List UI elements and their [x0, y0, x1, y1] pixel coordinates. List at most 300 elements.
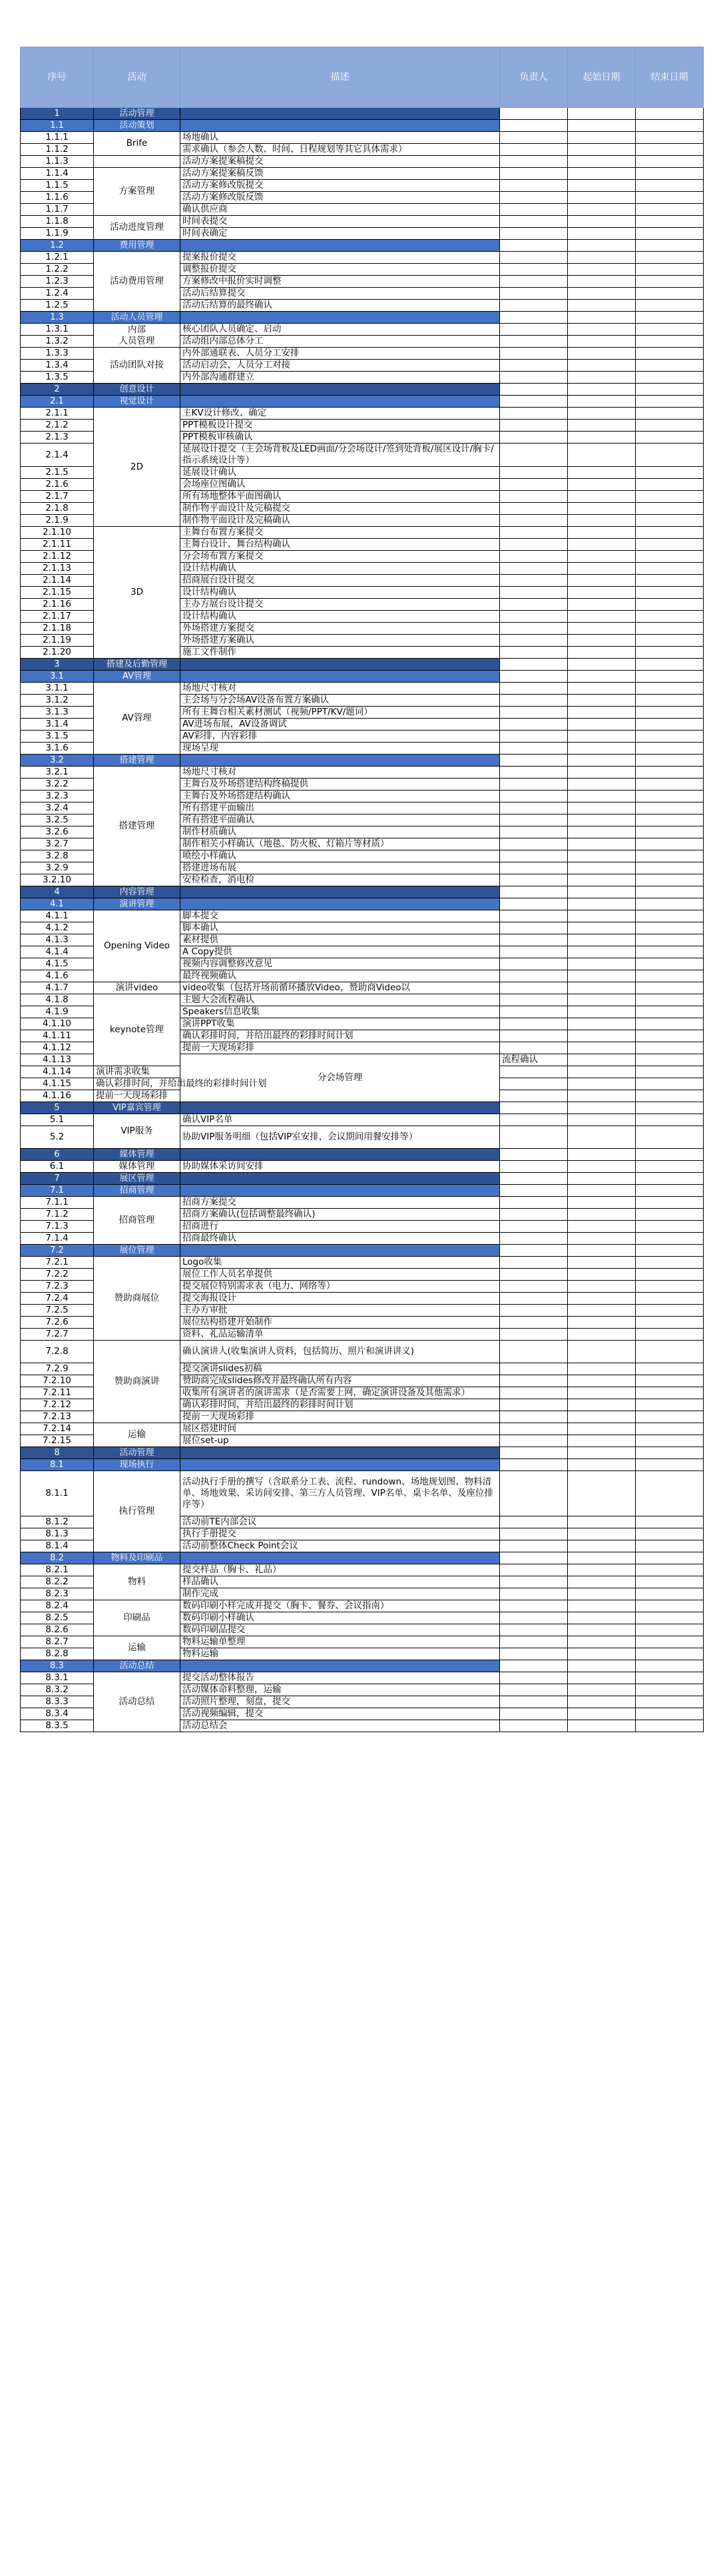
owner-cell[interactable]: [500, 623, 568, 635]
empty-cell[interactable]: [568, 1459, 636, 1471]
start-date-cell[interactable]: [568, 982, 636, 994]
start-date-cell[interactable]: [568, 862, 636, 874]
owner-cell[interactable]: [500, 192, 568, 204]
start-date-cell[interactable]: [568, 1387, 636, 1399]
end-date-cell[interactable]: [636, 910, 704, 922]
end-date-cell[interactable]: [636, 1257, 704, 1269]
start-date-cell[interactable]: [568, 874, 636, 886]
end-date-cell[interactable]: [636, 1269, 704, 1281]
empty-cell[interactable]: [568, 396, 636, 408]
owner-cell[interactable]: [500, 635, 568, 647]
owner-cell[interactable]: [500, 1018, 568, 1030]
start-date-cell[interactable]: [568, 623, 636, 635]
end-date-cell[interactable]: [636, 144, 704, 156]
empty-cell[interactable]: [500, 1459, 568, 1471]
end-date-cell[interactable]: [636, 1540, 704, 1552]
start-date-cell[interactable]: [568, 910, 636, 922]
owner-cell[interactable]: [500, 132, 568, 144]
start-date-cell[interactable]: [568, 1375, 636, 1387]
owner-cell[interactable]: [500, 1720, 568, 1732]
start-date-cell[interactable]: [568, 360, 636, 372]
start-date-cell[interactable]: [568, 1269, 636, 1281]
end-date-cell[interactable]: [636, 1672, 704, 1684]
start-date-cell[interactable]: [568, 1006, 636, 1018]
start-date-cell[interactable]: [568, 336, 636, 348]
owner-cell[interactable]: [500, 228, 568, 240]
owner-cell[interactable]: [500, 1588, 568, 1600]
owner-cell[interactable]: [500, 791, 568, 803]
end-date-cell[interactable]: [636, 814, 704, 826]
end-date-cell[interactable]: [636, 695, 704, 707]
owner-cell[interactable]: [500, 324, 568, 336]
end-date-cell[interactable]: [636, 958, 704, 970]
owner-cell[interactable]: [500, 982, 568, 994]
start-date-cell[interactable]: [568, 276, 636, 288]
start-date-cell[interactable]: [568, 635, 636, 647]
end-date-cell[interactable]: [636, 731, 704, 743]
end-date-cell[interactable]: [636, 587, 704, 599]
start-date-cell[interactable]: [568, 946, 636, 958]
start-date-cell[interactable]: [568, 1090, 636, 1102]
end-date-cell[interactable]: [636, 1399, 704, 1411]
end-date-cell[interactable]: [636, 1471, 704, 1516]
end-date-cell[interactable]: [636, 1221, 704, 1233]
owner-cell[interactable]: [500, 1648, 568, 1660]
empty-cell[interactable]: [500, 755, 568, 767]
end-date-cell[interactable]: [636, 563, 704, 575]
owner-cell[interactable]: [500, 432, 568, 444]
start-date-cell[interactable]: [568, 611, 636, 623]
start-date-cell[interactable]: [568, 515, 636, 527]
empty-cell[interactable]: [636, 1660, 704, 1672]
start-date-cell[interactable]: [568, 1305, 636, 1317]
owner-cell[interactable]: [500, 276, 568, 288]
owner-cell[interactable]: [500, 1233, 568, 1245]
owner-cell[interactable]: [500, 946, 568, 958]
empty-cell[interactable]: [636, 120, 704, 132]
empty-cell[interactable]: [500, 240, 568, 252]
empty-cell[interactable]: [568, 384, 636, 396]
start-date-cell[interactable]: [568, 958, 636, 970]
end-date-cell[interactable]: [636, 1636, 704, 1648]
end-date-cell[interactable]: [636, 575, 704, 587]
empty-cell[interactable]: [636, 898, 704, 910]
start-date-cell[interactable]: [568, 826, 636, 838]
start-date-cell[interactable]: [568, 743, 636, 755]
owner-cell[interactable]: [500, 372, 568, 384]
owner-cell[interactable]: [500, 803, 568, 814]
owner-cell[interactable]: [500, 1114, 568, 1126]
start-date-cell[interactable]: [568, 850, 636, 862]
empty-cell[interactable]: [500, 396, 568, 408]
start-date-cell[interactable]: [568, 1540, 636, 1552]
end-date-cell[interactable]: [636, 527, 704, 539]
owner-cell[interactable]: [500, 1209, 568, 1221]
empty-cell[interactable]: [500, 1149, 568, 1161]
owner-cell[interactable]: [500, 707, 568, 719]
owner-cell[interactable]: [500, 611, 568, 623]
owner-cell[interactable]: [500, 1399, 568, 1411]
start-date-cell[interactable]: [568, 922, 636, 934]
empty-cell[interactable]: [568, 1245, 636, 1257]
owner-cell[interactable]: [500, 336, 568, 348]
end-date-cell[interactable]: [636, 300, 704, 312]
empty-cell[interactable]: [500, 1660, 568, 1672]
start-date-cell[interactable]: [568, 180, 636, 192]
start-date-cell[interactable]: [568, 1030, 636, 1042]
empty-cell[interactable]: [568, 659, 636, 671]
empty-cell[interactable]: [500, 108, 568, 120]
end-date-cell[interactable]: [636, 180, 704, 192]
empty-cell[interactable]: [568, 898, 636, 910]
end-date-cell[interactable]: [636, 647, 704, 659]
owner-cell[interactable]: [500, 156, 568, 168]
end-date-cell[interactable]: [636, 360, 704, 372]
start-date-cell[interactable]: [568, 1257, 636, 1269]
empty-cell[interactable]: [636, 1459, 704, 1471]
empty-cell[interactable]: [500, 1102, 568, 1114]
empty-cell[interactable]: [500, 1552, 568, 1564]
empty-cell[interactable]: [500, 671, 568, 683]
end-date-cell[interactable]: [636, 1066, 704, 1078]
start-date-cell[interactable]: [568, 467, 636, 479]
empty-cell[interactable]: [568, 240, 636, 252]
owner-cell[interactable]: [500, 551, 568, 563]
start-date-cell[interactable]: [568, 683, 636, 695]
end-date-cell[interactable]: [636, 850, 704, 862]
owner-cell[interactable]: [500, 1269, 568, 1281]
start-date-cell[interactable]: [568, 814, 636, 826]
start-date-cell[interactable]: [568, 695, 636, 707]
owner-cell[interactable]: [500, 910, 568, 922]
empty-cell[interactable]: [636, 1185, 704, 1197]
end-date-cell[interactable]: [636, 611, 704, 623]
empty-cell[interactable]: [568, 755, 636, 767]
start-date-cell[interactable]: [568, 1564, 636, 1576]
owner-cell[interactable]: [500, 850, 568, 862]
owner-cell[interactable]: [500, 1387, 568, 1399]
start-date-cell[interactable]: [568, 1066, 636, 1078]
start-date-cell[interactable]: [568, 1114, 636, 1126]
start-date-cell[interactable]: [568, 192, 636, 204]
owner-cell[interactable]: [500, 420, 568, 432]
end-date-cell[interactable]: [636, 767, 704, 779]
owner-cell[interactable]: [500, 719, 568, 731]
owner-cell[interactable]: [500, 252, 568, 264]
start-date-cell[interactable]: [568, 1516, 636, 1528]
start-date-cell[interactable]: [568, 1423, 636, 1435]
start-date-cell[interactable]: [568, 719, 636, 731]
end-date-cell[interactable]: [636, 372, 704, 384]
empty-cell[interactable]: [500, 1185, 568, 1197]
start-date-cell[interactable]: [568, 731, 636, 743]
end-date-cell[interactable]: [636, 803, 704, 814]
end-date-cell[interactable]: [636, 1329, 704, 1341]
owner-cell[interactable]: [500, 515, 568, 527]
end-date-cell[interactable]: [636, 1281, 704, 1293]
owner-cell[interactable]: [500, 1293, 568, 1305]
end-date-cell[interactable]: [636, 420, 704, 432]
owner-cell[interactable]: [500, 348, 568, 360]
empty-cell[interactable]: [568, 671, 636, 683]
start-date-cell[interactable]: [568, 575, 636, 587]
owner-cell[interactable]: [500, 467, 568, 479]
start-date-cell[interactable]: [568, 1221, 636, 1233]
start-date-cell[interactable]: [568, 934, 636, 946]
owner-cell[interactable]: [500, 1636, 568, 1648]
end-date-cell[interactable]: [636, 1696, 704, 1708]
end-date-cell[interactable]: [636, 1600, 704, 1612]
owner-cell[interactable]: [500, 1363, 568, 1375]
start-date-cell[interactable]: [568, 1078, 636, 1090]
end-date-cell[interactable]: [636, 934, 704, 946]
owner-cell[interactable]: [500, 958, 568, 970]
start-date-cell[interactable]: [568, 539, 636, 551]
owner-cell[interactable]: [500, 838, 568, 850]
empty-cell[interactable]: [500, 659, 568, 671]
end-date-cell[interactable]: [636, 1006, 704, 1018]
start-date-cell[interactable]: [568, 970, 636, 982]
end-date-cell[interactable]: [636, 874, 704, 886]
end-date-cell[interactable]: [636, 252, 704, 264]
empty-cell[interactable]: [500, 384, 568, 396]
start-date-cell[interactable]: [568, 408, 636, 420]
empty-cell[interactable]: [568, 108, 636, 120]
start-date-cell[interactable]: [568, 1209, 636, 1221]
start-date-cell[interactable]: [568, 1363, 636, 1375]
owner-cell[interactable]: [500, 360, 568, 372]
empty-cell[interactable]: [636, 240, 704, 252]
end-date-cell[interactable]: [636, 994, 704, 1006]
end-date-cell[interactable]: [636, 1341, 704, 1363]
end-date-cell[interactable]: [636, 922, 704, 934]
owner-cell[interactable]: [500, 1624, 568, 1636]
end-date-cell[interactable]: [636, 1720, 704, 1732]
start-date-cell[interactable]: [568, 1624, 636, 1636]
end-date-cell[interactable]: [636, 1708, 704, 1720]
start-date-cell[interactable]: [568, 324, 636, 336]
start-date-cell[interactable]: [568, 479, 636, 491]
start-date-cell[interactable]: [568, 791, 636, 803]
owner-cell[interactable]: [500, 862, 568, 874]
end-date-cell[interactable]: [636, 228, 704, 240]
end-date-cell[interactable]: [636, 1375, 704, 1387]
owner-cell[interactable]: [500, 874, 568, 886]
empty-cell[interactable]: [568, 1660, 636, 1672]
end-date-cell[interactable]: [636, 1018, 704, 1030]
owner-cell[interactable]: [500, 204, 568, 216]
empty-cell[interactable]: [636, 1102, 704, 1114]
owner-cell[interactable]: [500, 444, 568, 467]
start-date-cell[interactable]: [568, 1636, 636, 1648]
end-date-cell[interactable]: [636, 635, 704, 647]
owner-cell[interactable]: [500, 168, 568, 180]
start-date-cell[interactable]: [568, 1708, 636, 1720]
end-date-cell[interactable]: [636, 1435, 704, 1447]
start-date-cell[interactable]: [568, 300, 636, 312]
start-date-cell[interactable]: [568, 707, 636, 719]
end-date-cell[interactable]: [636, 264, 704, 276]
start-date-cell[interactable]: [568, 1672, 636, 1684]
empty-cell[interactable]: [636, 886, 704, 898]
end-date-cell[interactable]: [636, 503, 704, 515]
start-date-cell[interactable]: [568, 1720, 636, 1732]
empty-cell[interactable]: [568, 312, 636, 324]
end-date-cell[interactable]: [636, 707, 704, 719]
end-date-cell[interactable]: [636, 1423, 704, 1435]
owner-cell[interactable]: [500, 575, 568, 587]
empty-cell[interactable]: [636, 1173, 704, 1185]
end-date-cell[interactable]: [636, 491, 704, 503]
owner-cell[interactable]: [500, 1612, 568, 1624]
end-date-cell[interactable]: [636, 192, 704, 204]
end-date-cell[interactable]: [636, 1624, 704, 1636]
start-date-cell[interactable]: [568, 838, 636, 850]
owner-cell[interactable]: [500, 1317, 568, 1329]
owner-cell[interactable]: [500, 826, 568, 838]
end-date-cell[interactable]: [636, 1576, 704, 1588]
owner-cell[interactable]: [500, 1516, 568, 1528]
owner-cell[interactable]: [500, 1564, 568, 1576]
end-date-cell[interactable]: [636, 862, 704, 874]
start-date-cell[interactable]: [568, 348, 636, 360]
empty-cell[interactable]: [636, 108, 704, 120]
empty-cell[interactable]: [500, 898, 568, 910]
end-date-cell[interactable]: [636, 1612, 704, 1624]
owner-cell[interactable]: [500, 695, 568, 707]
owner-cell[interactable]: [500, 1672, 568, 1684]
start-date-cell[interactable]: [568, 647, 636, 659]
end-date-cell[interactable]: [636, 683, 704, 695]
start-date-cell[interactable]: [568, 204, 636, 216]
start-date-cell[interactable]: [568, 444, 636, 467]
owner-cell[interactable]: [500, 1576, 568, 1588]
end-date-cell[interactable]: [636, 1030, 704, 1042]
owner-cell[interactable]: [500, 1257, 568, 1269]
owner-cell[interactable]: [500, 1329, 568, 1341]
owner-cell[interactable]: [500, 647, 568, 659]
owner-cell[interactable]: [500, 1161, 568, 1173]
owner-cell[interactable]: [500, 479, 568, 491]
empty-cell[interactable]: [636, 1552, 704, 1564]
end-date-cell[interactable]: [636, 1233, 704, 1245]
start-date-cell[interactable]: [568, 1684, 636, 1696]
end-date-cell[interactable]: [636, 1411, 704, 1423]
start-date-cell[interactable]: [568, 599, 636, 611]
start-date-cell[interactable]: [568, 1435, 636, 1447]
start-date-cell[interactable]: [568, 767, 636, 779]
empty-cell[interactable]: [568, 1185, 636, 1197]
end-date-cell[interactable]: [636, 826, 704, 838]
owner-cell[interactable]: [500, 1540, 568, 1552]
end-date-cell[interactable]: [636, 288, 704, 300]
owner-cell[interactable]: [500, 1684, 568, 1696]
end-date-cell[interactable]: [636, 1684, 704, 1696]
owner-cell[interactable]: [500, 1042, 568, 1054]
owner-cell[interactable]: [500, 683, 568, 695]
owner-cell[interactable]: [500, 539, 568, 551]
start-date-cell[interactable]: [568, 144, 636, 156]
start-date-cell[interactable]: [568, 803, 636, 814]
owner-cell[interactable]: [500, 994, 568, 1006]
owner-cell[interactable]: [500, 1696, 568, 1708]
empty-cell[interactable]: [500, 1173, 568, 1185]
empty-cell[interactable]: [568, 1552, 636, 1564]
end-date-cell[interactable]: [636, 719, 704, 731]
owner-cell[interactable]: [500, 1066, 568, 1078]
owner-cell[interactable]: [568, 1054, 636, 1066]
end-date-cell[interactable]: [636, 444, 704, 467]
start-date-cell[interactable]: [568, 432, 636, 444]
empty-cell[interactable]: [636, 312, 704, 324]
empty-cell[interactable]: [636, 1447, 704, 1459]
start-date-cell[interactable]: [568, 252, 636, 264]
start-date-cell[interactable]: [568, 216, 636, 228]
end-date-cell[interactable]: [636, 970, 704, 982]
start-date-cell[interactable]: [568, 1528, 636, 1540]
owner-cell[interactable]: [500, 1078, 568, 1090]
start-date-cell[interactable]: [568, 1411, 636, 1423]
owner-cell[interactable]: [500, 743, 568, 755]
owner-cell[interactable]: [500, 180, 568, 192]
end-date-cell[interactable]: [636, 348, 704, 360]
empty-cell[interactable]: [636, 659, 704, 671]
end-date-cell[interactable]: [636, 743, 704, 755]
empty-cell[interactable]: [568, 886, 636, 898]
empty-cell[interactable]: [636, 671, 704, 683]
empty-cell[interactable]: [636, 1149, 704, 1161]
end-date-cell[interactable]: [636, 1528, 704, 1540]
empty-cell[interactable]: [636, 396, 704, 408]
start-date-cell[interactable]: [568, 1161, 636, 1173]
start-date-cell[interactable]: [568, 563, 636, 575]
end-date-cell[interactable]: [636, 168, 704, 180]
start-date-cell[interactable]: [568, 1341, 636, 1363]
start-date-cell[interactable]: [568, 1018, 636, 1030]
owner-cell[interactable]: [500, 922, 568, 934]
owner-cell[interactable]: [500, 563, 568, 575]
end-date-cell[interactable]: [636, 791, 704, 803]
owner-cell[interactable]: [500, 731, 568, 743]
end-date-cell[interactable]: [636, 204, 704, 216]
start-date-cell[interactable]: [568, 288, 636, 300]
start-date-cell[interactable]: [568, 1648, 636, 1660]
end-date-cell[interactable]: [636, 1305, 704, 1317]
owner-cell[interactable]: [500, 1221, 568, 1233]
owner-cell[interactable]: [500, 264, 568, 276]
start-date-cell[interactable]: [568, 779, 636, 791]
end-date-cell[interactable]: [636, 623, 704, 635]
owner-cell[interactable]: [500, 779, 568, 791]
start-date-cell[interactable]: [568, 1317, 636, 1329]
end-date-cell[interactable]: [636, 779, 704, 791]
end-date-cell[interactable]: [636, 432, 704, 444]
start-date-cell[interactable]: [568, 1233, 636, 1245]
owner-cell[interactable]: [500, 1471, 568, 1516]
end-date-cell[interactable]: [636, 1516, 704, 1528]
end-date-cell[interactable]: [636, 1197, 704, 1209]
owner-cell[interactable]: [500, 1341, 568, 1363]
end-date-cell[interactable]: [636, 479, 704, 491]
start-date-cell[interactable]: [568, 1281, 636, 1293]
end-date-cell[interactable]: [636, 982, 704, 994]
start-date-cell[interactable]: [636, 1054, 704, 1066]
owner-cell[interactable]: [500, 1090, 568, 1102]
start-date-cell[interactable]: [568, 1042, 636, 1054]
start-date-cell[interactable]: [568, 503, 636, 515]
end-date-cell[interactable]: [636, 1648, 704, 1660]
owner-cell[interactable]: [500, 814, 568, 826]
